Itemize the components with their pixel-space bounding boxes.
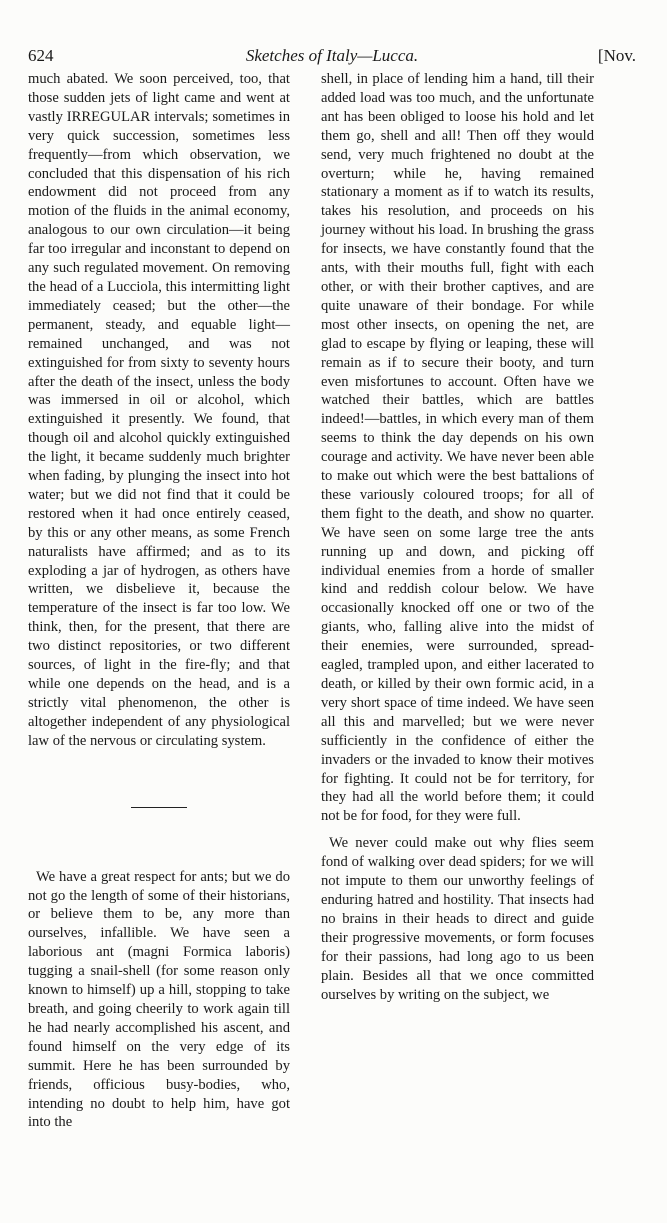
left-paragraph-2: We have a great respect for ants; but we do not go the length of some of their historians, or believe them to be, any more than ourselves, infallible. We have seen a laborious ant (magni Formica laboris) tugging a snail-shell (for some reason only known to himself) up a hill, stopping to take breath, and going cheerily to work again till he had nearly accomplished his ascent, and found himself on the very edge of its summit. Here he has been surrounded by friends, officious busy-bodies, who, intending no doubt to help him, have got into the (28, 868, 290, 1131)
right-column (321, 70, 594, 1004)
left-column (28, 70, 290, 1132)
page-number: 624 (28, 46, 54, 65)
page-header (28, 46, 636, 70)
month-label: [Nov. (597, 46, 636, 65)
right-paragraph-2: We never could make out why flies seem fond of walking over dead spiders; for we will not impute to them our unworthy feelings of enduring hatred and hostility. That insects had no brains in their heads to direct and guide their progressive movements, or form focuses for their passions, had long ago to us been plain. Besides all that we once committed ourselves by writing on the subject, we (321, 835, 594, 1003)
running-title: Sketches of Italy—Lucca. (245, 46, 419, 65)
left-paragraph-1: much abated. We soon perceived, too, that those sudden jets of light came and went at vastly IRREGULAR intervals; sometimes in very quick succession, sometimes less frequently—from which observation, we concluded that this dispensation of his rich endowment did not proceed from any motion of the fluids in the animal economy, analogous to our own circulation—it being far too irregular and inconstant to depend on any such regulated movement. On removing the head of a Lucciola, this intermitting light immediately ceased; but the other—the permanent, steady, and equable light—remained unchanged, and was not extinguished for from sixty to seventy hours after the death of the insect, unless the body was immersed in oil or alcohol, which extinguished it presently. We found, that though oil and alcohol quickly extinguished the light, it became suddenly much brighter when fading, by plunging the insect into hot water; but we did not find that it could be restored when it had once entirely ceased, by this or any other means, as some French naturalists have affirmed; and as to its exploding a jar of hydrogen, as others have written, we disbelieve it, because the temperature of the insect is far too low. We think, then, for the present, that there are two distinct repositories, or two different sources, of light in the fire-fly; and that while one depends on the head, and is a strictly vital phenomenon, the other is altogether independent of any physiological law of the nervous or circulating system. (28, 71, 290, 749)
section-divider (131, 807, 187, 808)
right-paragraph-1: shell, in place of lending him a hand, till their added load was too much, and the unfortunate ant has been obliged to loose his hold and let them go, shell and all! Then off they would send, very much frightened no doubt at the overturn; while he, having remained stationary a moment as if to watch its results, takes his resolution, and proceeds on his journey without his load. In brushing the grass for insects, we have constantly found that the ants, with their mouths full, fight with each other, or with their brother captives, and are quite unaware of their bondage. For while most other insects, on opening the net, are glad to escape by flying or leaping, these will remain as if to secure their booty, and turn even misfortunes to account. Often have we watched their battles, which are battles indeed!—battles, in which every man of them seems to think the day depends on his own courage and activity. We have never been able to make out which were the best battalions of these variously coloured troops; for all of them fight to the death, and show no quarter. We have seen on some large tree the ants running up and down, and picking off individual enemies from a horde of smaller kind and reddish colour below. We have occasionally knocked off one or two of the giants, who, falling alive into the midst of their enemies, were surrounded, spread-eagled, trampled upon, and either lacerated to death, or killed by their own formic acid, in a very short space of time indeed. We have seen all this and marvelled; but we were never sufficiently in the confidence of either the invaders or the invaded to know their motives for fighting. It could not be for territory, for they had all the world before them; it could not be for food, for they were full. (321, 71, 594, 825)
